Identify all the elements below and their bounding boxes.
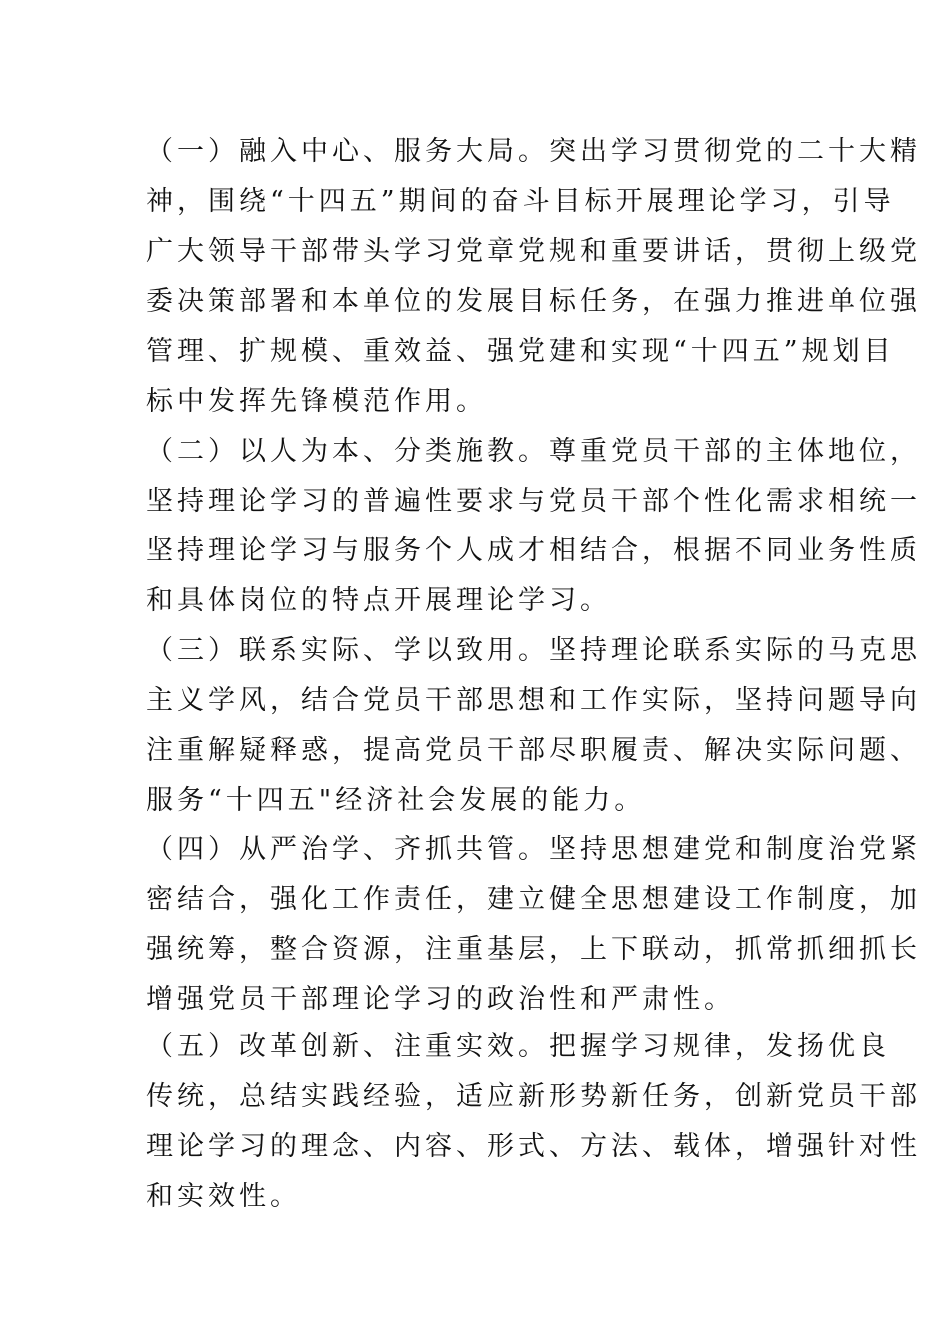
text-line: 神，围绕“十四五”期间的奋斗目标开展理论学习，引导: [146, 186, 895, 217]
text-line: 密结合，强化工作责任，建立健全思想建设工作制度，加: [146, 884, 921, 915]
text-line: 强统筹，整合资源，注重基层，上下联动，抓常抓细抓长: [146, 934, 921, 965]
text-line: 主义学风，结合党员干部思想和工作实际，坚持问题导向: [146, 685, 921, 716]
text-line: 服务“十四五"经济社会发展的能力。: [146, 785, 646, 816]
text-line: 管理、扩规模、重效益、强党建和实现“十四五”规划目: [146, 336, 895, 367]
text-line: 坚持理论学习的普遍性要求与党员干部个性化需求相统一: [146, 486, 921, 517]
text-line: （四）从严治学、齐抓共管。坚持思想建党和制度治党紧: [146, 834, 921, 865]
text-line: 广大领导干部带头学习党章党规和重要讲话，贯彻上级党: [146, 236, 921, 267]
text-line: （三）联系实际、学以致用。坚持理论联系实际的马克思: [146, 635, 921, 666]
text-line: 坚持理论学习与服务个人成才相结合，根据不同业务性质: [146, 535, 921, 566]
text-line: 注重解疑释惑，提高党员干部尽职履责、解决实际问题、: [146, 735, 921, 766]
text-line: 和具体岗位的特点开展理论学习。: [146, 585, 611, 616]
text-line: 标中发挥先锋模范作用。: [146, 386, 487, 417]
text-line: （五）改革创新、注重实效。把握学习规律，发扬优良: [146, 1031, 890, 1062]
text-line: 和实效性。: [146, 1181, 301, 1212]
text-line: （二）以人为本、分类施教。尊重党员干部的主体地位，: [146, 436, 921, 467]
text-line: 传统，总结实践经验，适应新形势新任务，创新党员干部: [146, 1081, 921, 1112]
text-line: 增强党员干部理论学习的政治性和严肃性。: [146, 984, 735, 1015]
text-line: 委决策部署和本单位的发展目标任务，在强力推进单位强: [146, 286, 921, 317]
text-line: （一）融入中心、服务大局。突出学习贯彻党的二十大精: [146, 136, 921, 167]
text-line: 理论学习的理念、内容、形式、方法、载体，增强针对性: [146, 1131, 921, 1162]
